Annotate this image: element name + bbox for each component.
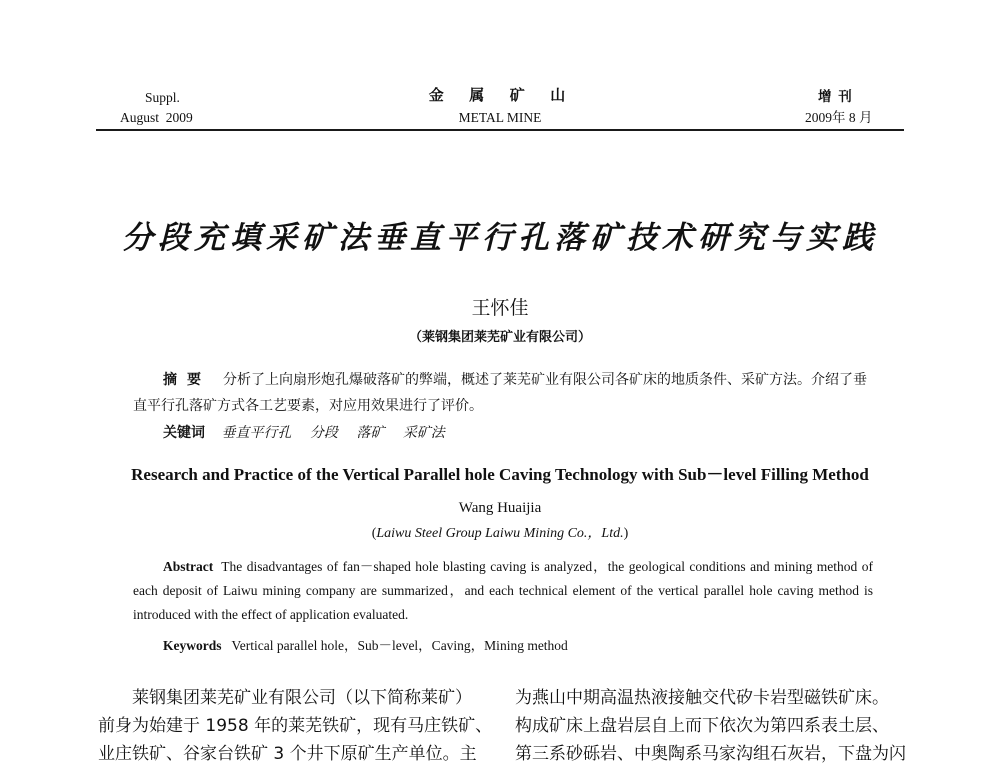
header-journal-en: METAL MINE <box>458 110 542 125</box>
author-en: Wang Huaijia <box>458 500 542 516</box>
keywords-cn-label: 关键词 <box>163 425 205 441</box>
paper-title-en: Research and Practice of the Vertical Parallel hole Caving Technology with Sub－level Filling Method <box>131 465 869 484</box>
abstract-en-label: Abstract <box>163 559 214 574</box>
keywords-cn <box>163 420 903 446</box>
body-line: 业庄铁矿、谷家台铁矿 3 个井下原矿生产单位。主 <box>98 744 477 764</box>
keyword-cn: 分段 <box>309 425 338 441</box>
header-suppl: Suppl. <box>145 90 180 105</box>
abstract-en-text: The disadvantages of fan－shaped hole blasting caving is analyzed，the geological conditions and mining method of each deposit of Laiwu mining company are summarized，and each technical element of the vertical parallel hole caving method is introduced with the effect of application evaluated. <box>133 559 873 622</box>
keywords-en <box>163 634 863 654</box>
abstract-cn-label: 摘要 <box>163 372 211 388</box>
body-line: 为燕山中期高温热液接触交代矽卡岩型磁铁矿床。 <box>515 688 889 708</box>
abstract-cn <box>133 367 873 419</box>
keywords-en-label: Keywords <box>163 638 222 653</box>
abstract-cn-text: 分析了上向扇形炮孔爆破落矿的弊端，概述了莱芜矿业有限公司各矿床的地质条件、采矿方法。介绍了垂直平行孔落矿方式各工艺要素，对应用效果进行了评价。 <box>133 372 867 414</box>
header-date-en: August 2009 <box>120 110 193 125</box>
header-suppl-cn: 增 刊 <box>818 89 852 104</box>
paper-title-cn: 分段充填采矿法垂直平行孔落矿技术研究与实践 <box>122 220 878 256</box>
header-journal-cn: 金 属 矿 山 <box>428 88 572 104</box>
body-line: 构成矿床上盘岩层自上而下依次为第四系表土层、 <box>515 716 889 736</box>
author-cn: 王怀佳 <box>471 297 529 319</box>
affiliation-en: (Laiwu Steel Group Laiwu Mining Co.，Ltd.) <box>371 526 629 541</box>
keyword-cn: 垂直平行孔 <box>221 425 292 441</box>
keywords-en-text: Vertical parallel hole，Sub－level，Caving，Mining method <box>231 638 568 653</box>
body-column-right <box>515 684 910 768</box>
keyword-cn: 落矿 <box>356 425 385 441</box>
body-line: 第三系砂砾岩、中奥陶系马家沟组石灰岩，下盘为闪 <box>515 744 906 764</box>
keyword-cn: 采矿法 <box>402 425 445 441</box>
body-line: 莱钢集团莱芜矿业有限公司（以下简称莱矿） <box>132 688 472 708</box>
abstract-en <box>133 555 873 627</box>
header-rule <box>96 129 904 131</box>
body-column-left <box>98 684 493 768</box>
header-date-cn: 2009年 8 月 <box>805 110 873 125</box>
body-line: 前身为始建于 1958 年的莱芜铁矿，现有马庄铁矿、 <box>98 716 493 736</box>
affiliation-cn: （莱钢集团莱芜矿业有限公司） <box>408 330 591 345</box>
affiliation-en-text: Laiwu Steel Group Laiwu Mining Co.，Ltd. <box>376 526 624 541</box>
